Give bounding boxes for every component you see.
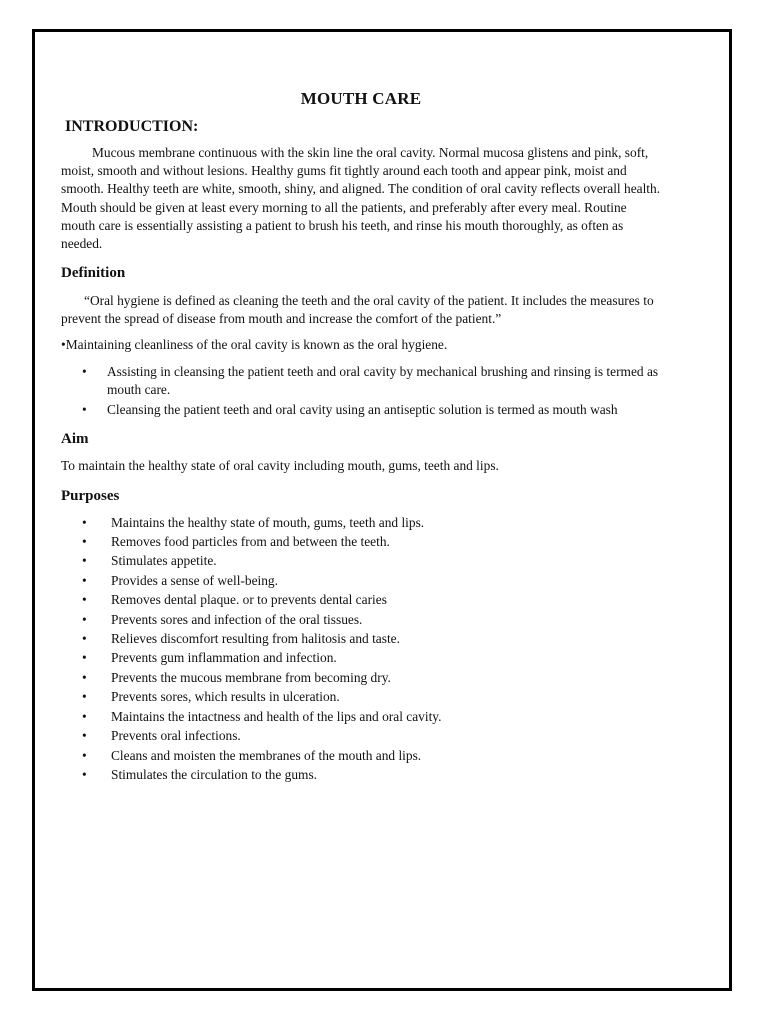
- list-item: • Cleansing the patient teeth and oral cavity using an antiseptic solution is termed as mouth wash: [81, 401, 661, 419]
- bullet-icon: •: [82, 650, 87, 666]
- bullet-icon: •: [82, 766, 87, 782]
- bullet-icon: •: [82, 592, 87, 608]
- aim-heading: Aim: [61, 431, 89, 448]
- bullet-icon: •: [82, 611, 87, 627]
- bullet-icon: •: [82, 708, 87, 724]
- purposes-heading: Purposes: [61, 487, 120, 504]
- bullet-icon: •: [82, 402, 87, 418]
- bullet-icon: •: [82, 553, 87, 569]
- list-item: • Relieves discomfort resulting from halitosis and taste.: [81, 629, 661, 648]
- aim-paragraph: To maintain the healthy state of oral cavity including mouth, gums, teeth and lips.: [61, 458, 499, 474]
- bullet-icon: •: [82, 514, 87, 530]
- introduction-heading: INTRODUCTION:: [65, 118, 199, 135]
- list-item: • Maintains the healthy state of mouth, gums, teeth and lips.: [81, 513, 661, 532]
- list-item: • Assisting in cleansing the patient teeth and oral cavity by mechanical brushing and rinsing is termed as mouth care.: [82, 363, 659, 398]
- list-item: • Removes food particles from and between the teeth.: [81, 532, 661, 551]
- definition-quote: “Oral hygiene is defined as cleaning the teeth and the oral cavity of the patient. It includes the measures to prevent the spread of disease from mouth and increase the comfort of the patient.”: [61, 293, 654, 327]
- list-item: • Maintains the intactness and health of the lips and oral cavity.: [81, 707, 661, 726]
- list-item: • Provides a sense of well-being.: [81, 571, 661, 590]
- purposes-list: [81, 513, 661, 785]
- bullet-icon: •: [82, 363, 87, 379]
- bullet-icon: •: [82, 631, 87, 647]
- bullet-icon: •: [82, 534, 87, 550]
- list-item: • Prevents sores, which results in ulceration.: [81, 687, 661, 706]
- list-item: • Prevents oral infections.: [81, 726, 661, 745]
- introduction-paragraph: Mucous membrane continuous with the skin line the oral cavity. Normal mucosa glistens and pink, soft, moist, smooth and without lesions. Healthy gums fit tightly around each tooth and appear pink, moist and smooth. Healthy teeth are white, smooth, shiny, and aligned. The condition of oral cavity reflects overall health. Mouth should be given at least every morning to all the patients, and preferably after every meal. Routine mouth care is essentially assisting a patient to brush his teeth, and rinse his mouth thoroughly, as often as needed.: [61, 145, 661, 252]
- list-item: • Prevents sores and infection of the oral tissues.: [81, 610, 661, 629]
- definition-heading: Definition: [61, 265, 126, 282]
- bullet-icon: •: [82, 669, 87, 685]
- bullet-icon: •: [82, 747, 87, 763]
- bullet-icon: •: [82, 689, 87, 705]
- list-item: • Stimulates appetite.: [81, 551, 661, 570]
- list-item: • Cleans and moisten the membranes of the mouth and lips.: [81, 746, 661, 765]
- document-body: [61, 32, 661, 784]
- list-item: • Removes dental plaque. or to prevents dental caries: [81, 590, 661, 609]
- list-item: • Prevents gum inflammation and infection.: [81, 648, 661, 667]
- bullet-icon: •: [82, 728, 87, 744]
- bullet-icon: •: [82, 572, 87, 588]
- definition-oral-hygiene-line: •Maintaining cleanliness of the oral cavity is known as the oral hygiene.: [61, 336, 448, 352]
- list-item: • Stimulates the circulation to the gums.: [81, 765, 661, 784]
- page-title: MOUTH CARE: [300, 89, 422, 108]
- list-item: • Prevents the mucous membrane from becoming dry.: [81, 668, 661, 687]
- definition-list: [81, 363, 661, 420]
